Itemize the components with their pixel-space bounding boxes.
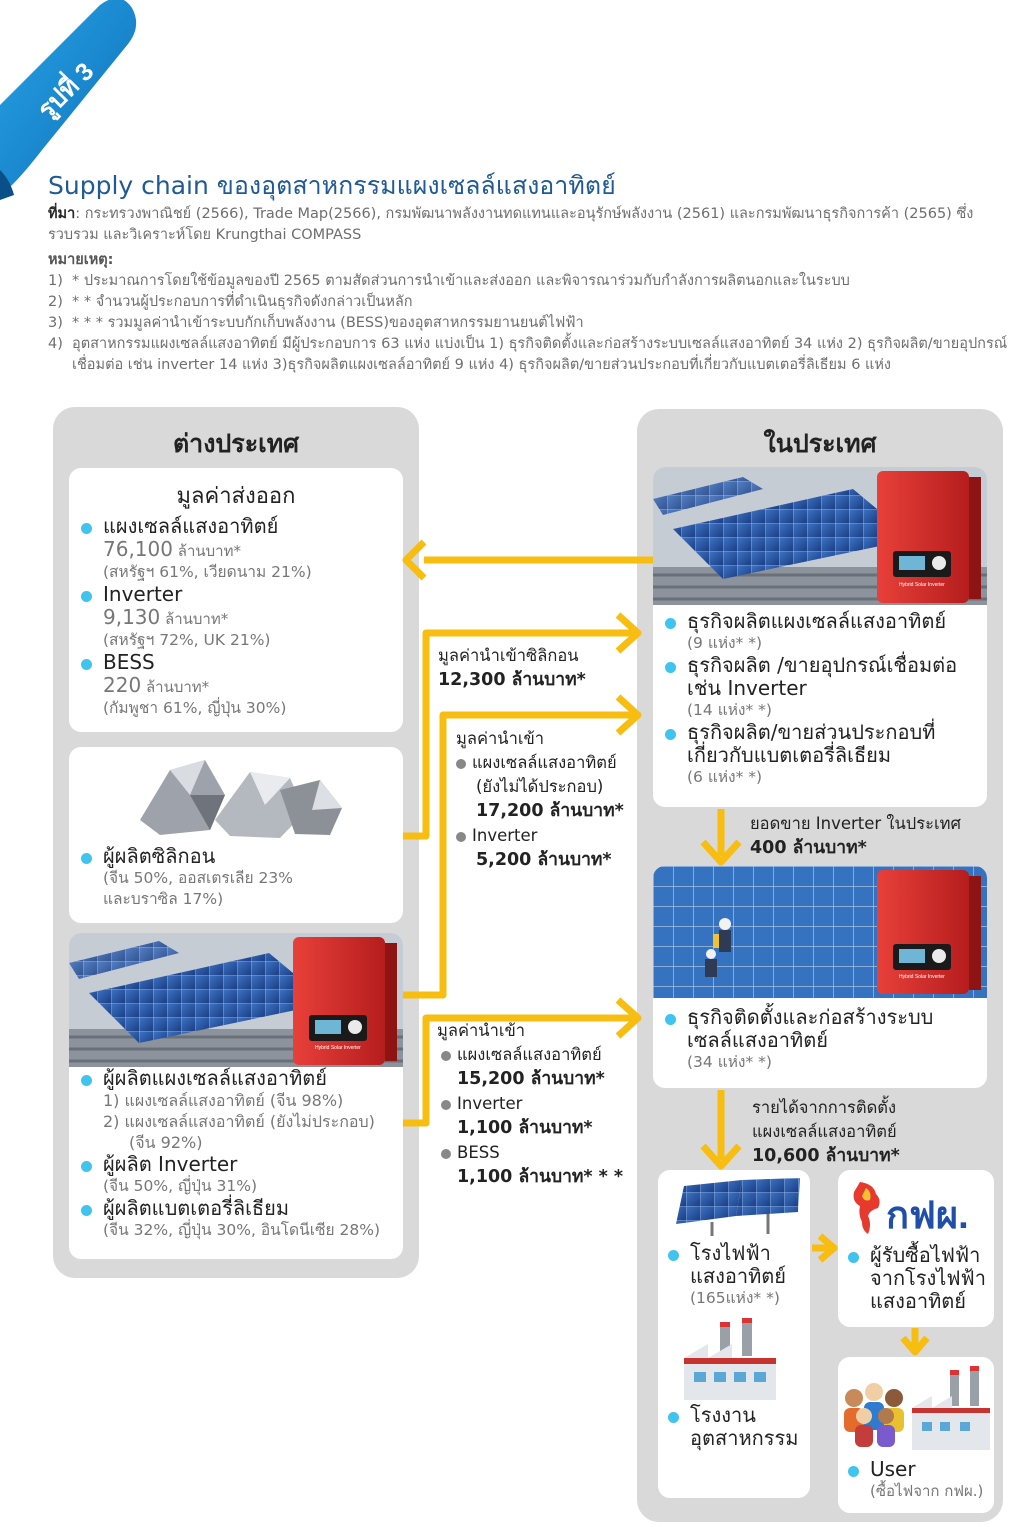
export-item-panel-label: แผงเซลล์แสงอาทิตย์ (79, 515, 399, 538)
user-sub: (ซื้อไฟจาก กฟผ.) (870, 1482, 984, 1500)
note-item: 3) * * * รวมมูลค่านำเข้าระบบกักเก็บพลังงาน (BESS)ของอุตสาหกรรมยานยนต์ไฟฟ้า (48, 315, 584, 331)
solar-panel-icon (672, 1178, 804, 1238)
note-item: 1) * ประมาณการโดยใช้ข้อมูลของปี 2565 ตามสัดส่วนการนำเข้าและส่งออก และพิจารณาร่วมกับกำลังการผลิตนอกและในระบบ (48, 273, 850, 289)
export-item-inverter-share: (สหรัฐฯ 72%, UK 21%) (103, 631, 271, 649)
producer-panel-sub-2: 2) แผงเซลล์แสงอาทิตย์ (ยังไม่ประกอบ) (103, 1112, 375, 1131)
exports-header: มูลค่าส่งออก (176, 484, 296, 509)
producer-panel-sub-2b: (จีน 92%) (129, 1133, 203, 1152)
producers-info (79, 1067, 403, 1241)
silicon-import-label-group (438, 644, 638, 693)
manufacturer-inverter-label: ธุรกิจผลิต /ขายอุปกรณ์เชื่อมต่อ (663, 654, 987, 677)
note-item: 4) อุตสาหกรรมแผงเซลล์แสงอาทิตย์ มีผู้ประกอบการ 63 แห่ง แบ่งเป็น 1) ธุรกิจติดตั้งและก่อสร้างระบบเซลล์แสงอาทิตย์ 34 แห่ง 2) ธุรกิจผลิต/ขายอุปกรณ์เชื่อมต่อ เช่น inverter 14 แห่ง 3)ธุรกิจผลิตแผงเซลล์อาทิตย์ 9 แห่ง 4) ธุรกิจผลิต/ขายส่วนประกอบที่เกี่ยวกับแบตเตอรี่ลิเธียม 6 แห่ง (48, 336, 1008, 373)
installers-info (663, 1006, 987, 1073)
foreign-header: ต่างประเทศ (172, 429, 300, 458)
thailand-map-icon (846, 1180, 886, 1236)
import-2-value-1: 15,200 ล้านบาท* (457, 1069, 605, 1089)
silicon-label: ผู้ผลิตซิลิกอน (79, 845, 399, 868)
inverter-device-image (871, 866, 983, 998)
factory-label: โรงงาน (666, 1404, 810, 1427)
inverter-sales-value: 400 ล้านบาท* (750, 838, 867, 858)
user-label: User (846, 1458, 994, 1481)
factory-icon (684, 1318, 776, 1400)
figure-notes (48, 250, 1010, 376)
import-1-item-1b: (ยังไม่ได้ประกอบ) (476, 777, 604, 796)
manufacturers-info (663, 610, 987, 788)
import-2-label-group (437, 1019, 637, 1190)
inverter-sales-label: ยอดขาย Inverter ในประเทศ (750, 814, 961, 833)
buyer-label-2: จากโรงไฟฟ้า (870, 1266, 986, 1290)
silicon-import-value: 12,300 ล้านบาท* (438, 670, 586, 690)
svg-text:Hybrid Solar Inverter: Hybrid Solar Inverter (899, 974, 945, 980)
export-item-bess-share: (กัมพูชา 61%, ญี่ปุ่น 30%) (103, 699, 287, 717)
silicon-import-label: มูลค่านำเข้าซิลิกอน (438, 646, 579, 665)
manufacturer-inverter-label-2: เช่น Inverter (687, 676, 807, 700)
manufacturer-battery-label: ธุรกิจผลิต/ขายส่วนประกอบที่ (663, 721, 987, 744)
install-revenue-label-1: รายได้จากการติดตั้ง (752, 1098, 897, 1117)
buyer-label-3: แสงอาทิตย์ (870, 1289, 966, 1313)
silicon-share-2: และบราซิล 17%) (103, 890, 224, 908)
manufacturer-inverter-count: (14 แห่ง* *) (687, 701, 772, 719)
notes-label: หมายเหตุ: (48, 252, 114, 268)
source-label: ที่มา (48, 206, 76, 222)
buyer-label: ผู้รับซื้อไฟฟ้า (846, 1244, 994, 1267)
user-info (846, 1458, 994, 1502)
inverter-device-image (871, 467, 983, 605)
source-text: : กระทรวงพาณิชย์ (2566), Trade Map(2566), กรมพัฒนาพลังงานทดแทนและอนุรักษ์พลังงาน (2561) และกรมพัฒนาธุรกิจการค้า (2565) ซึ่งรวบรวม และวิเคราะห์โดย Krungthai COMPASS (48, 206, 974, 243)
import-1-value-1: 17,200 ล้านบาท* (476, 801, 624, 821)
producer-inverter-label: ผู้ผลิต Inverter (79, 1153, 403, 1176)
import-2-value-3: 1,100 ล้านบาท* * * (457, 1167, 624, 1187)
factory-label-2: อุตสาหกรรม (690, 1426, 799, 1450)
egat-logo (846, 1180, 990, 1236)
egat-logo-text: กฟผ. (886, 1195, 969, 1237)
import-1-item-2: Inverter (456, 824, 646, 848)
import-2-label: มูลค่านำเข้า (437, 1021, 526, 1040)
silicon-share-1: (จีน 50%, ออสเตรเลีย 23% (103, 869, 293, 887)
solar-plant-label-2: แสงอาทิตย์ (690, 1264, 786, 1288)
factory-info (666, 1404, 810, 1450)
producer-battery-label: ผู้ผลิตแบตเตอรี่ลิเธียม (79, 1197, 403, 1220)
import-2-value-2: 1,100 ล้านบาท* (457, 1118, 593, 1138)
figure-source (48, 204, 1010, 246)
import-2-item-3: BESS (441, 1141, 637, 1165)
producer-panel-sub-1: 1) แผงเซลล์แสงอาทิตย์ (จีน 98%) (103, 1091, 344, 1110)
silicon-rock-icon (130, 750, 350, 840)
users-factory-icon (840, 1362, 992, 1454)
producer-inverter-share: (จีน 50%, ญี่ปุ่น 31%) (103, 1177, 258, 1195)
solar-plant-label: โรงไฟฟ้า (666, 1242, 810, 1265)
export-item-inverter-label: Inverter (79, 583, 399, 606)
inverter-sales-label-group (750, 812, 1010, 861)
figure-title: Supply chain ของอุตสาหกรรมแผงเซลล์แสงอาทิตย์ (48, 171, 616, 200)
install-revenue-label-group (752, 1096, 992, 1169)
installers-label: ธุรกิจติดตั้งและก่อสร้างระบบ (663, 1006, 987, 1029)
solar-plant-info (666, 1242, 810, 1309)
installers-image (653, 866, 987, 998)
export-item-bess-label: BESS (79, 651, 399, 674)
svg-text:Hybrid Solar Inverter: Hybrid Solar Inverter (899, 582, 945, 588)
manufacturer-battery-label-2: เกี่ยวกับแบตเตอรี่ลิเธียม (687, 743, 892, 767)
import-1-label: มูลค่านำเข้า (456, 729, 545, 748)
solar-plant-count: (165แห่ง* *) (690, 1289, 780, 1307)
export-item-bess-value: 220 ล้านบาท* (103, 673, 210, 697)
export-item-panel-value: 76,100 ล้านบาท* (103, 537, 241, 561)
producer-panel-label: ผู้ผลิตแผงเซลล์แสงอาทิตย์ (79, 1067, 403, 1090)
exports-list (79, 515, 399, 719)
import-2-item-1: แผงเซลล์แสงอาทิตย์ (441, 1043, 637, 1067)
import-1-label-group (456, 727, 646, 873)
export-item-panel-share: (สหรัฐฯ 61%, เวียดนาม 21%) (103, 563, 312, 581)
installers-count: (34 แห่ง* *) (687, 1053, 772, 1071)
installers-label-2: เซลล์แสงอาทิตย์ (687, 1028, 828, 1052)
buyer-info (846, 1244, 994, 1313)
install-revenue-label-2: แผงเซลล์แสงอาทิตย์ (752, 1122, 897, 1141)
svg-text:Hybrid Solar Inverter: Hybrid Solar Inverter (315, 1045, 361, 1051)
manufacturers-image (653, 467, 987, 605)
note-item: 2) * * จำนวนผู้ประกอบการที่ดำเนินธุรกิจดังกล่าวเป็นหลัก (48, 294, 413, 310)
producer-battery-share: (จีน 32%, ญี่ปุ่น 30%, อินโดนีเซีย 28%) (103, 1221, 381, 1239)
import-1-value-2: 5,200 ล้านบาท* (476, 850, 612, 870)
import-2-item-2: Inverter (441, 1092, 637, 1116)
silicon-info (79, 845, 399, 910)
install-revenue-value: 10,600 ล้านบาท* (752, 1146, 900, 1166)
import-1-item-1: แผงเซลล์แสงอาทิตย์ (456, 751, 646, 775)
export-item-inverter-value: 9,130 ล้านบาท* (103, 605, 229, 629)
inverter-device-image (287, 933, 399, 1067)
manufacturer-panel-count: (9 แห่ง* *) (687, 634, 763, 652)
manufacturer-battery-count: (6 แห่ง* *) (687, 768, 763, 786)
domestic-header: ในประเทศ (763, 429, 877, 458)
figure-badge-text: รูปที่ 3 (32, 57, 100, 125)
manufacturer-panel-label: ธุรกิจผลิตแผงเซลล์แสงอาทิตย์ (663, 610, 987, 633)
producers-image (69, 933, 403, 1067)
